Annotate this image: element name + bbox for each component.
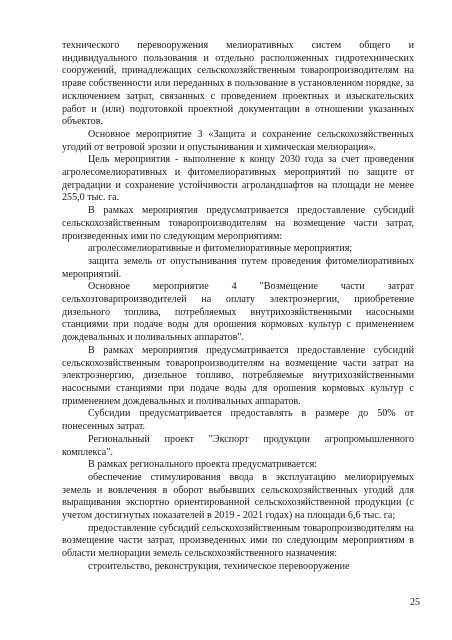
paragraph: технического перевооружения мелиоративных систем общего и индивидуального пользования и отдельно расположенных гидротехнических сооружений, принадлежащих сельскохозяйственным товаропроизводителям на праве собственности или переданных в пользование в установленном порядке, за исключением затрат, связанных с проведением проектных и изыскательских работ и (или) подготовкой проектной документации в отношении указанных объектов.	[62, 40, 414, 128]
paragraph: Основное мероприятие 4 "Возмещение части затрат сельхозтоварпроизводителей на оплату электроэнергии, приобретение дизельного топлива, потребляемых внутрихозяйственными насосными станциями при подаче воды для орошения кормовых культур с применением дождевальных и поливальных аппаратов".	[62, 281, 414, 344]
paragraph: В рамках мероприятия предусматривается предоставление субсидий сельскохозяйственным товаропроизводителям на возмещение части затрат, произведенных ими по следующим мероприятиям:	[62, 205, 414, 242]
paragraph: Региональный проект "Экспорт продукции агропромышленного комплекса".	[62, 433, 414, 458]
paragraph: Субсидии предусматривается предоставлять в размере до 50% от понесенных затрат.	[62, 408, 414, 433]
paragraph: обеспечение стимулирования ввода в эксплуатацию мелиорируемых земель и вовлечения в оборот выбывших сельскохозяйственных угодий для выращивания экспортно ориентированной сельскохозяйственной продукции (с учетом достигнутых показателей в 2019 - 2021 годах) на площади 6,6 тыс. га;	[62, 471, 414, 522]
page-body-text	[62, 40, 414, 574]
paragraph: Цель мероприятия - выполнение к концу 2030 года за счет проведения агролесомелиоративных и фитомелиоративных мероприятий по защите от деградации и сохранение устойчивости агроландшафтов на площади не менее 255,0 тыс. га.	[62, 154, 414, 204]
paragraph: Основное мероприятие 3 «Защита и сохранение сельскохозяйственных угодий от ветровой эрозии и опустынивания и химическая мелиорация».	[62, 128, 414, 153]
paragraph: агролесомелиоративные и фитомелиоративные мероприятия;	[88, 243, 353, 255]
paragraph: строительство, реконструкция, техническое перевооружение	[88, 560, 350, 572]
paragraph: В рамках мероприятия предусматривается предоставление субсидий сельскохозяйственным товаропроизводителям на возмещение части затрат на электроэнергию, дизельное топливо, потребляемые внутрихозяйственными насосными станциями при подаче воды для орошения кормовых культур с применением дождевальных и поливальных аппаратов.	[62, 344, 414, 407]
paragraph: В рамках регионального проекта предусматривается:	[88, 459, 318, 471]
paragraph: защита земель от опустынивания путем проведения фитомелиоративных мероприятий.	[62, 255, 414, 280]
paragraph: предоставление субсидий сельскохозяйственным товаропроизводителям на возмещение части затрат, произведенных ими по следующим мероприятиям в области мелиорации земель сельскохозяйственного назначения:	[62, 522, 414, 560]
page-number: 25	[410, 597, 420, 608]
